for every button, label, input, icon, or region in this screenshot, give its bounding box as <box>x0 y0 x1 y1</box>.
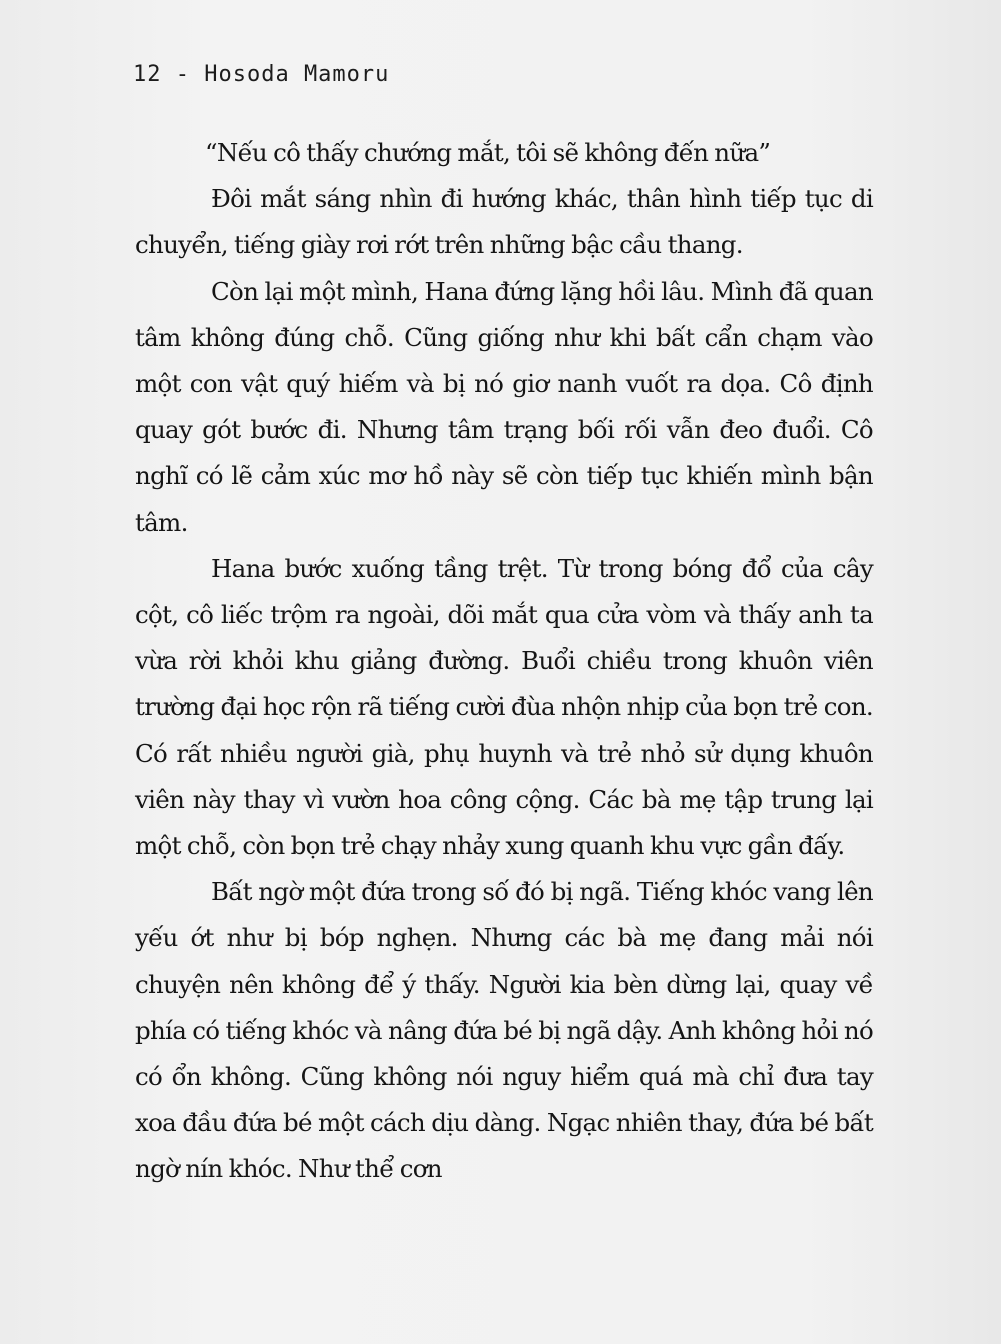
running-head: 12 - Hosoda Mamoru <box>133 62 390 87</box>
paragraph-1: “Nếu cô thấy chướng mắt, tôi sẽ không đến nữa” <box>205 138 771 167</box>
paragraph-3: Còn lại một mình, Hana đứng lặng hồi lâu. Mình đã quan tâm không đúng chỗ. Cũng giống như khi bất cẩn chạm vào một con vật quý hiếm và bị nó giơ nanh vuốt ra dọa. Cô định quay gót bước đi. Nhưng tâm trạng bối rối vẫn đeo đuổi. Cô nghĩ có lẽ cảm xúc mơ hồ này sẽ còn tiếp tục khiến mình bận tâm. <box>135 276 873 537</box>
paragraph-2: Đôi mắt sáng nhìn đi hướng khác, thân hình tiếp tục di chuyển, tiếng giày rơi rớt trên những bậc cầu thang. <box>135 184 873 260</box>
paragraph-4: Hana bước xuống tầng trệt. Từ trong bóng đổ của cây cột, cô liếc trộm ra ngoài, dõi mắt qua cửa vòm và thấy anh ta vừa rời khỏi khu giảng đường. Buổi chiều trong khuôn viên trường đại học rộn rã tiếng cười đùa nhộn nhịp của bọn trẻ con. Có rất nhiều người già, phụ huynh và trẻ nhỏ sử dụng khuôn viên này thay vì vườn hoa công cộng. Các bà mẹ tập trung lại một chỗ, còn bọn trẻ chạy nhảy xung quanh khu vực gần đấy. <box>135 553 873 861</box>
paragraph-5: Bất ngờ một đứa trong số đó bị ngã. Tiếng khóc vang lên yếu ớt như bị bóp nghẹn. Nhưng các bà mẹ đang mải nói chuyện nên không để ý thấy. Người kia bèn dừng lại, quay về phía có tiếng khóc và nâng đứa bé bị ngã dậy. Anh không hỏi nó có ổn không. Cũng không nói nguy hiểm quá mà chỉ đưa tay xoa đầu đứa bé một cách dịu dàng. Ngạc nhiên thay, đứa bé bất ngờ nín khóc. Như thể cơn <box>135 877 873 1184</box>
page-text <box>135 130 873 1193</box>
